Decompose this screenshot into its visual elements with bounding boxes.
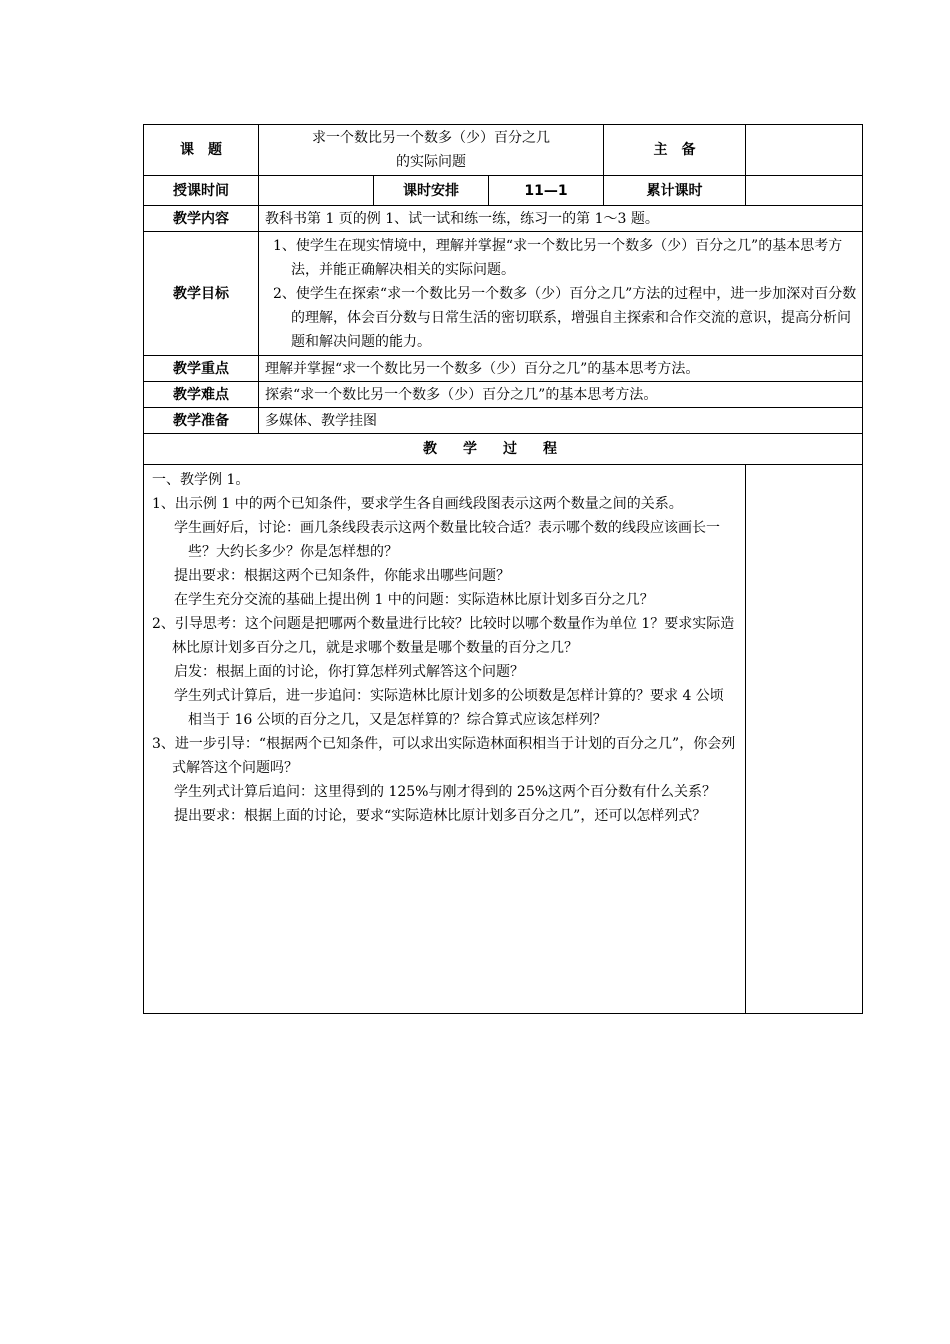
row-topic: [144, 125, 863, 176]
prep-value: [746, 125, 863, 176]
process-paragraph: 学生画好后，讨论：画几条线段表示这两个数量比较合适？表示哪个数的线段应该画长一些？大约长多少？你是怎样想的？: [174, 520, 720, 560]
key-point-text: 理解并掌握“求一个数比另一个数多（少）百分之几”的基本思考方法。: [259, 356, 863, 382]
prep-label: 主 备: [604, 125, 746, 176]
process-paragraph: 学生列式计算后追问：这里得到的 125%与刚才得到的 25%这两个百分数有什么关系？: [174, 784, 717, 800]
lesson-plan-sheet: [143, 124, 862, 1014]
process-notes: [746, 465, 863, 1014]
lesson-plan-table: [143, 124, 863, 1014]
content-label: 教学内容: [144, 206, 259, 232]
process-body: [144, 465, 746, 1014]
row-content: [144, 206, 863, 232]
goals-label: 教学目标: [144, 232, 259, 356]
process-paragraph: 在学生充分交流的基础上提出例 1 中的问题：实际造林比原计划多百分之几？: [174, 592, 654, 608]
goal-item: 1、使学生在现实情境中，理解并掌握“求一个数比另一个数多（少）百分之几”的基本思考方法，并能正确解决相关的实际问题。: [273, 237, 843, 278]
goals-text: [259, 232, 863, 356]
process-paragraph: 2、引导思考：这个问题是把哪两个数量进行比较？比较时以哪个数量作为单位 1？要求实际造林比原计划多百分之几，就是求哪个数量是哪个数量的百分之几？: [152, 616, 735, 656]
row-goals: [144, 232, 863, 356]
process-paragraph: 提出要求：根据这两个已知条件，你能求出哪些问题？: [174, 568, 510, 584]
process-paragraph: 提出要求：根据上面的讨论，要求“实际造林比原计划多百分之几”，还可以怎样列式？: [174, 808, 707, 824]
topic-line-1: 求一个数比另一个数多（少）百分之几: [312, 130, 551, 146]
process-paragraph: 一、教学例 1。: [152, 472, 250, 488]
topic-line-2: 的实际问题: [396, 154, 467, 170]
difficulty-text: 探索“求一个数比另一个数多（少）百分之几”的基本思考方法。: [259, 382, 863, 408]
topic-value: [259, 125, 604, 176]
process-paragraph: 学生列式计算后，进一步追问：实际造林比原计划多的公顷数是怎样计算的？要求 4 公顷相当于 16 公顷的百分之几，又是怎样算的？综合算式应该怎样列？: [174, 688, 724, 728]
preparation-text: 多媒体、教学挂图: [259, 408, 863, 434]
row-difficulty: [144, 382, 863, 408]
topic-label: 课 题: [144, 125, 259, 176]
process-paragraph: 3、进一步引导：“根据两个已知条件，可以求出实际造林面积相当于计划的百分之几”，你会列式解答这个问题吗？: [152, 736, 736, 776]
goal-item: 2、使学生在探索“求一个数比另一个数多（少）百分之几”方法的过程中，进一步加深对百分数的理解，体会百分数与日常生活的密切联系，增强自主探索和合作交流的意识，提高分析问题和解决问题的能力。: [273, 285, 857, 350]
row-process: [144, 465, 863, 1014]
total-label: 累计课时: [604, 176, 746, 206]
time-value: [259, 176, 374, 206]
process-title: 教学过程: [144, 434, 863, 465]
process-paragraph: 启发：根据上面的讨论，你打算怎样列式解答这个问题？: [174, 664, 524, 680]
schedule-value: 11—1: [489, 176, 604, 206]
schedule-label: 课时安排: [374, 176, 489, 206]
row-time: [144, 176, 863, 206]
time-label: 授课时间: [144, 176, 259, 206]
content-text: 教科书第 1 页的例 1、试一试和练一练，练习一的第 1～3 题。: [259, 206, 863, 232]
row-preparation: [144, 408, 863, 434]
difficulty-label: 教学难点: [144, 382, 259, 408]
process-paragraph: 1、出示例 1 中的两个已知条件，要求学生各自画线段图表示这两个数量之间的关系。: [152, 496, 683, 512]
total-value: [746, 176, 863, 206]
row-process-title: [144, 434, 863, 465]
preparation-label: 教学准备: [144, 408, 259, 434]
row-key-point: [144, 356, 863, 382]
key-point-label: 教学重点: [144, 356, 259, 382]
